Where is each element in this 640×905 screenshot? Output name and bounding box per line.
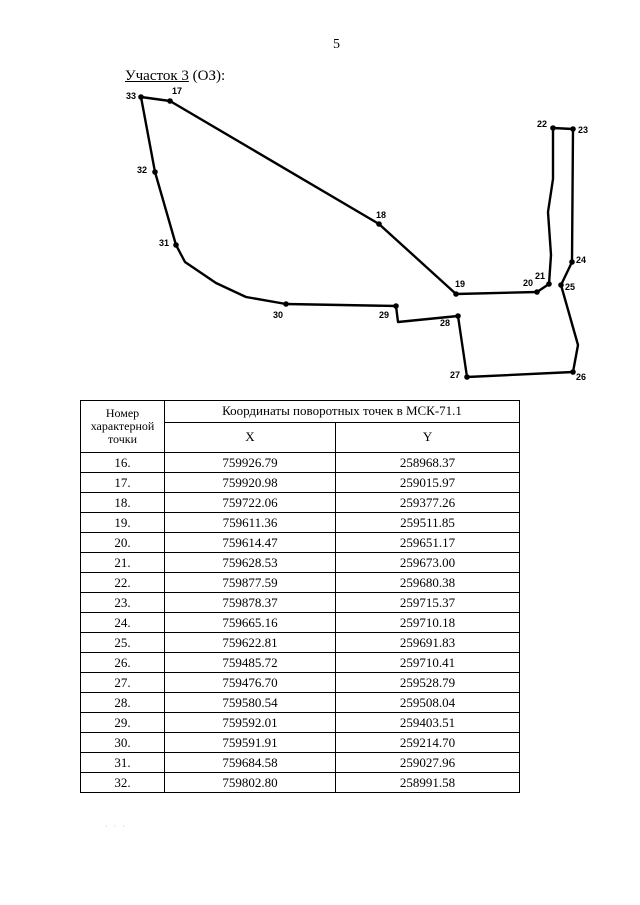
vertex-31: [173, 242, 179, 248]
cell-point-number: 20.: [81, 533, 165, 553]
header-coordinates: Координаты поворотных точек в МСК-71.1: [165, 401, 520, 423]
table-row: [81, 673, 520, 693]
coordinates-table-header: [80, 400, 520, 453]
cell-y: 259015.97: [336, 473, 520, 493]
table-row: [81, 553, 520, 573]
vertex-27: [464, 374, 470, 380]
vertex-29: [393, 303, 399, 309]
table-row: [81, 613, 520, 633]
vertex-25: [558, 282, 564, 288]
plot-suffix: (ОЗ):: [192, 68, 226, 84]
table-row: [81, 633, 520, 653]
cell-x: 759926.79: [165, 453, 336, 473]
vertex-markers: [138, 94, 576, 380]
cell-y: 259027.96: [336, 753, 520, 773]
page-number: 5: [333, 37, 340, 52]
cell-x: 759802.80: [165, 773, 336, 793]
cell-y: 259710.41: [336, 653, 520, 673]
table-row: [81, 453, 520, 473]
vertex-label-24: 24: [576, 255, 587, 265]
vertex-label-25: 25: [565, 282, 576, 292]
cell-point-number: 26.: [81, 653, 165, 673]
cell-x: 759476.70: [165, 673, 336, 693]
cell-x: 759722.06: [165, 493, 336, 513]
vertex-label-26: 26: [576, 372, 587, 382]
table-row: [81, 733, 520, 753]
cell-point-number: 25.: [81, 633, 165, 653]
cell-x: 759920.98: [165, 473, 336, 493]
vertex-label-33: 33: [126, 91, 137, 101]
cell-point-number: 23.: [81, 593, 165, 613]
table-row: [81, 593, 520, 613]
vertex-label-31: 31: [159, 238, 170, 248]
cell-point-number: 28.: [81, 693, 165, 713]
boundary-outline: [141, 97, 578, 377]
plot-label: Участок 3: [125, 68, 189, 84]
vertex-label-27: 27: [450, 370, 461, 380]
header-x: X: [165, 423, 336, 453]
cell-x: 759592.01: [165, 713, 336, 733]
vertex-label-30: 30: [273, 310, 284, 320]
table-row: [81, 753, 520, 773]
vertex-19: [453, 291, 459, 297]
vertex-30: [283, 301, 289, 307]
table-row: [81, 713, 520, 733]
vertex-18: [376, 221, 382, 227]
vertex-label-17: 17: [172, 86, 183, 96]
cell-point-number: 19.: [81, 513, 165, 533]
vertex-label-21: 21: [535, 271, 546, 281]
vertex-label-23: 23: [578, 125, 589, 135]
vertex-33: [138, 94, 144, 100]
vertex-label-19: 19: [455, 279, 466, 289]
cell-point-number: 32.: [81, 773, 165, 793]
cell-x: 759591.91: [165, 733, 336, 753]
cell-x: 759878.37: [165, 593, 336, 613]
cell-x: 759665.16: [165, 613, 336, 633]
vertex-label-29: 29: [379, 310, 390, 320]
cell-x: 759628.53: [165, 553, 336, 573]
vertex-label-22: 22: [537, 119, 548, 129]
cell-y: 259651.17: [336, 533, 520, 553]
vertex-label-20: 20: [523, 278, 534, 288]
vertex-21: [546, 281, 552, 287]
cell-y: 259508.04: [336, 693, 520, 713]
cell-point-number: 24.: [81, 613, 165, 633]
table-row: [81, 653, 520, 673]
cell-y: 259403.51: [336, 713, 520, 733]
cell-y: 259691.83: [336, 633, 520, 653]
vertex-label-18: 18: [376, 210, 387, 220]
vertex-20: [534, 289, 540, 295]
cell-y: 259715.37: [336, 593, 520, 613]
coordinates-table: [80, 452, 520, 793]
header-y: Y: [336, 423, 520, 453]
boundary-scheme: [0, 0, 640, 400]
cell-y: 259673.00: [336, 553, 520, 573]
vertex-label-32: 32: [137, 165, 148, 175]
vertex-24: [569, 259, 575, 265]
cell-x: 759614.47: [165, 533, 336, 553]
vertex-22: [550, 125, 556, 131]
vertex-17: [167, 98, 173, 104]
table-row: [81, 513, 520, 533]
vertex-32: [152, 169, 158, 175]
cell-x: 759611.36: [165, 513, 336, 533]
table-row: [81, 473, 520, 493]
cell-x: 759622.81: [165, 633, 336, 653]
cell-point-number: 29.: [81, 713, 165, 733]
cell-y: 259710.18: [336, 613, 520, 633]
cell-x: 759877.59: [165, 573, 336, 593]
cell-x: 759684.58: [165, 753, 336, 773]
vertex-labels: [126, 86, 588, 382]
cell-y: 259511.85: [336, 513, 520, 533]
cell-point-number: 16.: [81, 453, 165, 473]
cell-point-number: 27.: [81, 673, 165, 693]
cell-x: 759485.72: [165, 653, 336, 673]
cell-x: 759580.54: [165, 693, 336, 713]
cell-point-number: 17.: [81, 473, 165, 493]
vertex-label-28: 28: [440, 318, 451, 328]
cell-point-number: 30.: [81, 733, 165, 753]
table-row: [81, 493, 520, 513]
cell-y: 259528.79: [336, 673, 520, 693]
cell-y: 259377.26: [336, 493, 520, 513]
cell-point-number: 22.: [81, 573, 165, 593]
cell-y: 258968.37: [336, 453, 520, 473]
header-point-number: Номер характерной точки: [81, 401, 165, 453]
cell-point-number: 31.: [81, 753, 165, 773]
table-row: [81, 693, 520, 713]
vertex-26: [570, 369, 576, 375]
cell-point-number: 18.: [81, 493, 165, 513]
scan-noise: · · ·: [105, 822, 127, 831]
table-row: [81, 573, 520, 593]
cell-y: 258991.58: [336, 773, 520, 793]
vertex-28: [455, 313, 461, 319]
table-row: [81, 533, 520, 553]
table-row: [81, 773, 520, 793]
cell-y: 259214.70: [336, 733, 520, 753]
cell-y: 259680.38: [336, 573, 520, 593]
cell-point-number: 21.: [81, 553, 165, 573]
vertex-23: [570, 126, 576, 132]
